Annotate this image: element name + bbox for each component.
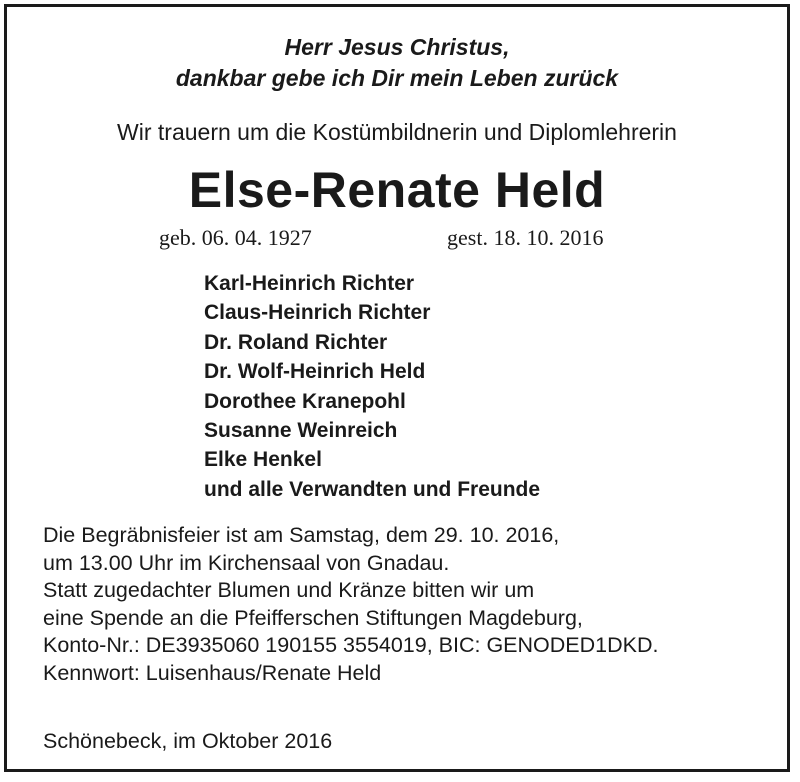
mourners-list xyxy=(204,269,540,504)
mourner-name: Dr. Roland Richter xyxy=(204,330,388,354)
mourner-relatives: und alle Verwandten und Freunde xyxy=(204,477,541,501)
mourner-name: Elke Henkel xyxy=(204,448,322,472)
mourner-name: Susanne Weinreich xyxy=(204,419,398,443)
detail-line: Die Begräbnisfeier ist am Samstag, dem 29. 10. 2016, xyxy=(43,523,560,547)
bible-verse-line-2: dankbar gebe ich Dir mein Leben zurück xyxy=(175,65,619,91)
bible-verse-line-1: Herr Jesus Christus, xyxy=(284,34,510,60)
deceased-name: Else-Renate Held xyxy=(188,162,606,218)
death-date: gest. 18. 10. 2016 xyxy=(447,225,604,250)
mourner-name: Karl-Heinrich Richter xyxy=(204,272,415,295)
funeral-details xyxy=(43,522,659,687)
detail-line: eine Spende an die Pfeifferschen Stiftungen Magdeburg, xyxy=(43,605,583,630)
detail-line: Kennwort: Luisenhaus/Renate Held xyxy=(43,660,382,685)
mourner-name: Dr. Wolf-Heinrich Held xyxy=(204,360,426,384)
detail-line: Konto-Nr.: DE3935060 190155 3554019, BIC: GENODED1DKD. xyxy=(43,633,659,657)
mourner-name: Dorothee Kranepohl xyxy=(204,389,406,413)
mourning-intro: Wir trauern um die Kostümbildnerin und Diplomlehrerin xyxy=(117,119,677,145)
place-and-date: Schönebeck, im Oktober 2016 xyxy=(43,729,333,753)
birth-date: geb. 06. 04. 1927 xyxy=(159,225,312,250)
mourner-name: Claus-Heinrich Richter xyxy=(204,301,431,325)
obituary-notice xyxy=(4,4,790,772)
detail-line: um 13.00 Uhr im Kirchensaal von Gnadau. xyxy=(43,550,450,575)
detail-line: Statt zugedachter Blumen und Kränze bitten wir um xyxy=(43,578,535,602)
